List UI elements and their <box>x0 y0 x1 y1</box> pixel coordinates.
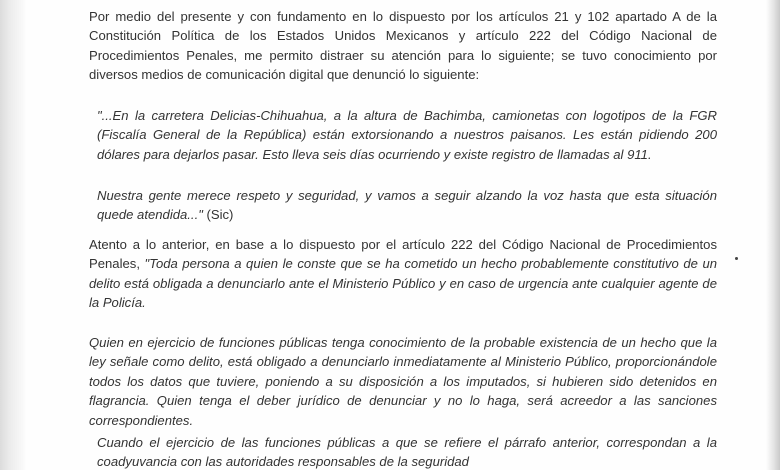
legal-basis-lead: Atento a lo anterior, en base a lo dispuesto por el artículo 222 del Código Nacional de Procedimientos Penales, <box>89 237 717 272</box>
scan-shadow-right <box>766 0 780 470</box>
scan-speck <box>735 257 738 260</box>
quoted-complaint-closing <box>97 186 717 225</box>
intro-text: Por medio del presente y con fundamento en lo dispuesto por los artículos 21 y 102 apartado A de la Constitución Política de los Estados Unidos Mexicanos y artículo 222 del Código Nacional de Procedimientos Penales, me permito distraer su atención para lo siguiente; se tuvo conocimiento por diversos medios de comunicación digital que denunció lo siguiente: <box>89 9 717 83</box>
quoted-complaint <box>97 106 717 164</box>
intro-paragraph <box>89 7 717 85</box>
cooperation-paragraph <box>97 433 717 472</box>
article-222-quote: "Toda persona a quien le conste que se ha cometido un hecho probablemente constitutivo de un delito está obligada a denunciarlo ante el Ministerio Público y en caso de urgencia ante cualquier agente de la Policía. <box>89 256 718 311</box>
public-functions-text: Quien en ejercicio de funciones públicas tenga conocimiento de la probable existencia de un hecho que la ley señale como delito, está obligado a denunciarlo inmediatamente al Ministerio Público, proporcionándole todos los datos que tuviere, poniendo a su disposición a los imputados, si hubieren sido detenidos en flagrancia. Quien tenga el deber jurídico de denunciar y no lo haga, será acreedor a las sanciones correspondientes. <box>89 335 717 428</box>
sic-marker: (Sic) <box>202 207 234 223</box>
scan-shadow-left <box>0 0 26 470</box>
public-functions-paragraph <box>89 333 717 430</box>
legal-basis-paragraph <box>89 235 717 313</box>
quote-text-part2: Nuestra gente merece respeto y seguridad, y vamos a seguir alzando la voz hasta que esta situación quede atendida..." <box>97 188 717 223</box>
quote-text-part1: "...En la carretera Delicias-Chihuahua, a la altura de Bachimba, camionetas con logotipos de la FGR (Fiscalía General de la República) están extorsionando a nuestros paisanos. Les están pidiendo 200 dólares para dejarlos pasar. Esto lleva seis días ocurriendo y existe registro de llamadas al 911. <box>97 108 717 162</box>
cooperation-text: Cuando el ejercicio de las funciones públicas a que se refiere el párrafo anterior, correspondan a la coadyuvancia con las autoridades responsables de la seguridad <box>97 435 717 470</box>
